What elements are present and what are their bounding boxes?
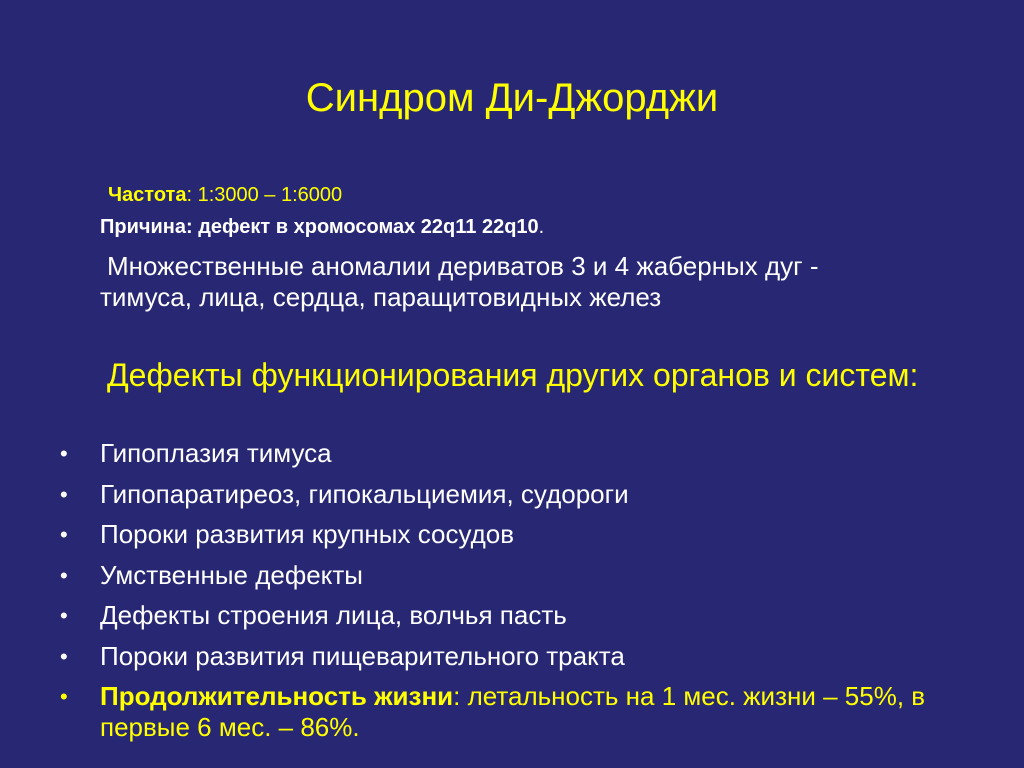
frequency-label: Частота bbox=[108, 184, 187, 206]
list-item bbox=[0, 641, 1024, 672]
list-item-text: Умственные дефекты bbox=[100, 559, 363, 590]
list-item bbox=[0, 519, 1024, 550]
anomalies-paragraph: Множественные аномалии дериватов 3 и 4 жаберных дуг - тимуса, лица, сердца, паращитовидных желез bbox=[100, 251, 819, 312]
life-expectancy-item bbox=[0, 681, 1024, 743]
defects-list bbox=[0, 438, 1024, 753]
list-item bbox=[0, 438, 1024, 469]
list-item-text: Пороки развития крупных сосудов bbox=[100, 519, 515, 549]
list-item-text: Пороки развития пищеварительного тракта bbox=[100, 640, 625, 671]
list-item bbox=[0, 560, 1024, 591]
frequency-line bbox=[108, 182, 342, 208]
bullet-dot-icon: • bbox=[60, 603, 68, 628]
bullet-dot-icon: • bbox=[60, 562, 68, 588]
cause-line bbox=[100, 214, 544, 240]
life-expectancy-label: Продолжительность жизни bbox=[100, 681, 454, 711]
frequency-value: : 1:3000 – 1:6000 bbox=[186, 184, 343, 206]
list-item-text: Гипоплазия тимуса bbox=[100, 438, 332, 468]
cause-value: : дефект в хромосомах 22q11 22q10 bbox=[186, 216, 539, 238]
list-item-text: Дефекты строения лица, волчья пасть bbox=[100, 600, 567, 630]
life-expectancy-value: : летальность на 1 мес. жизни – 55%, в первые 6 мес. – 86%. bbox=[100, 681, 926, 742]
cause-end: . bbox=[538, 216, 545, 238]
list-item-text: Гипопаратиреоз, гипокальциемия, судороги bbox=[100, 478, 629, 509]
bullet-dot-icon: • bbox=[60, 522, 68, 547]
bullet-dot-icon: • bbox=[60, 481, 68, 507]
bullet-dot-icon: • bbox=[60, 643, 68, 669]
slide-title: Синдром Ди-Джорджи bbox=[305, 76, 719, 120]
list-item bbox=[0, 479, 1024, 510]
list-item bbox=[0, 600, 1024, 631]
defects-heading: Дефекты функционирования других органов и систем: bbox=[107, 357, 919, 393]
bullet-dot-icon: • bbox=[60, 441, 68, 466]
bullet-dot-icon: • bbox=[60, 684, 68, 709]
cause-label: Причина bbox=[100, 216, 186, 238]
